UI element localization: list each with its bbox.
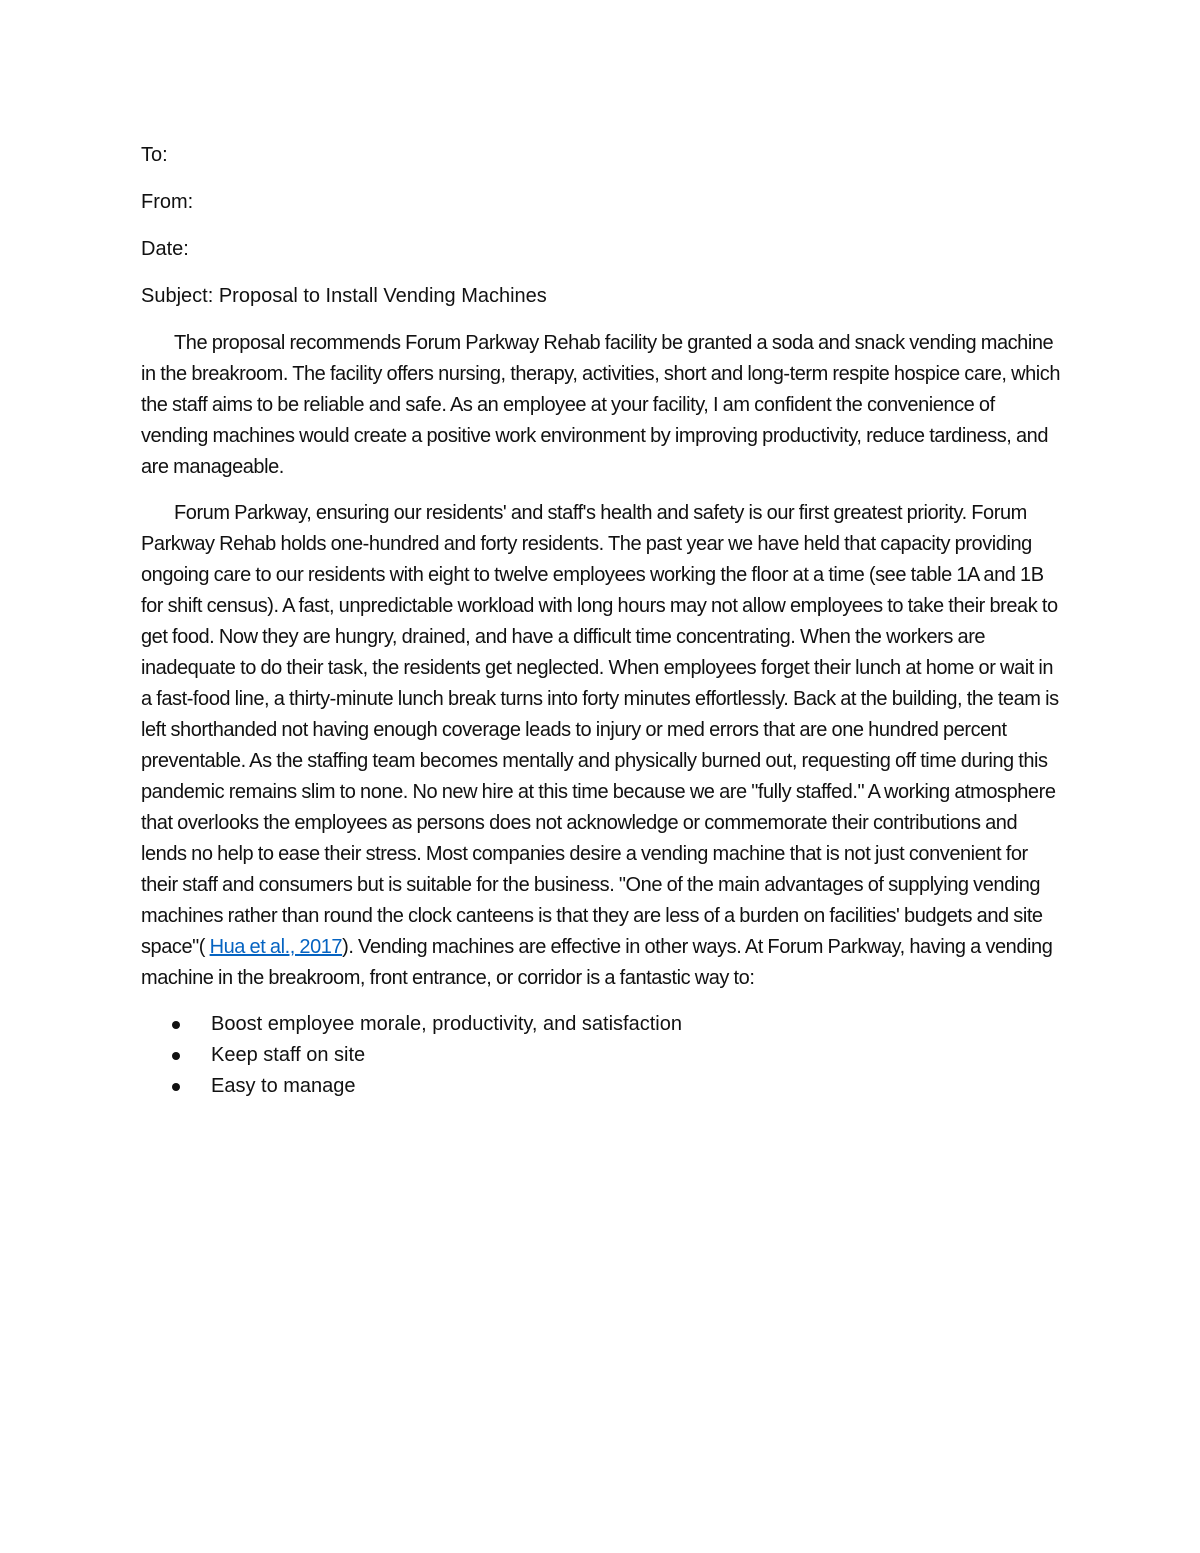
bullet-icon	[172, 1052, 180, 1060]
list-item	[172, 1071, 1061, 1102]
memo-from-line: From:	[141, 191, 194, 213]
memo-subject-line: Subject: Proposal to Install Vending Machines	[141, 285, 547, 307]
list-item	[172, 1009, 1061, 1040]
list-item-text: Easy to manage	[211, 1075, 356, 1097]
memo-date-line: Date:	[141, 238, 189, 260]
intro-paragraph-text: The proposal recommends Forum Parkway Rehab facility be granted a soda and snack vending machine in the breakroom. The facility offers nursing, therapy, activities, short and long-term respite hospice care, which the staff aims to be reliable and safe. As an employee at your facility, I am confident the convenience of vending machines would create a positive work environment by improving productivity, reduce tardiness, and are manageable.	[141, 332, 1060, 478]
body-paragraph-text-before-citation: Forum Parkway, ensuring our residents' and staff's health and safety is our first greatest priority. Forum Parkway Rehab holds one-hundred and forty residents. The past year we have held that capacity providing ongoing care to our residents with eight to twelve employees working the floor at a time (see table 1A and 1B for shift census). A fast, unpredictable workload with long hours may not allow employees to take their break to get food. Now they are hungry, drained, and have a difficult time concentrating. When the workers are inadequate to do their task, the residents get neglected. When employees forget their lunch at home or wait in a fast-food line, a thirty-minute lunch break turns into forty minutes effortlessly. Back at the building, the team is left shorthanded not having enough coverage leads to injury or med errors that are one hundred percent preventable. As the staffing team becomes mentally and physically burned out, requesting off time during this pandemic remains slim to none. No new hire at this time because we are "fully staffed." A working atmosphere that overlooks the employees as persons does not acknowledge or commemorate their contributions and lends no help to ease their stress. Most companies desire a vending machine that is not just convenient for their staff and consumers but is suitable for the business. "One of the main advantages of supplying vending machines rather than round the clock canteens is that they are less of a burden on facilities' budgets and site space"(	[141, 502, 1059, 958]
body-paragraph-text-after-citation: ). Vending machines are effective in other ways. At Forum Parkway, having a vending machine in the breakroom, front entrance, or corridor is a fantastic way to:	[141, 936, 1053, 989]
citation-link[interactable]: Hua et al., 2017	[209, 936, 343, 958]
benefits-list	[141, 1009, 1061, 1102]
intro-paragraph	[141, 328, 1061, 483]
body-paragraph	[141, 498, 1061, 994]
list-item	[172, 1040, 1061, 1071]
bullet-icon	[172, 1021, 180, 1029]
list-item-text: Boost employee morale, productivity, and satisfaction	[211, 1013, 682, 1035]
memo-to-line: To:	[141, 144, 168, 166]
memo-content	[141, 140, 1061, 1102]
list-item-text: Keep staff on site	[211, 1044, 366, 1066]
bullet-icon	[172, 1083, 180, 1091]
